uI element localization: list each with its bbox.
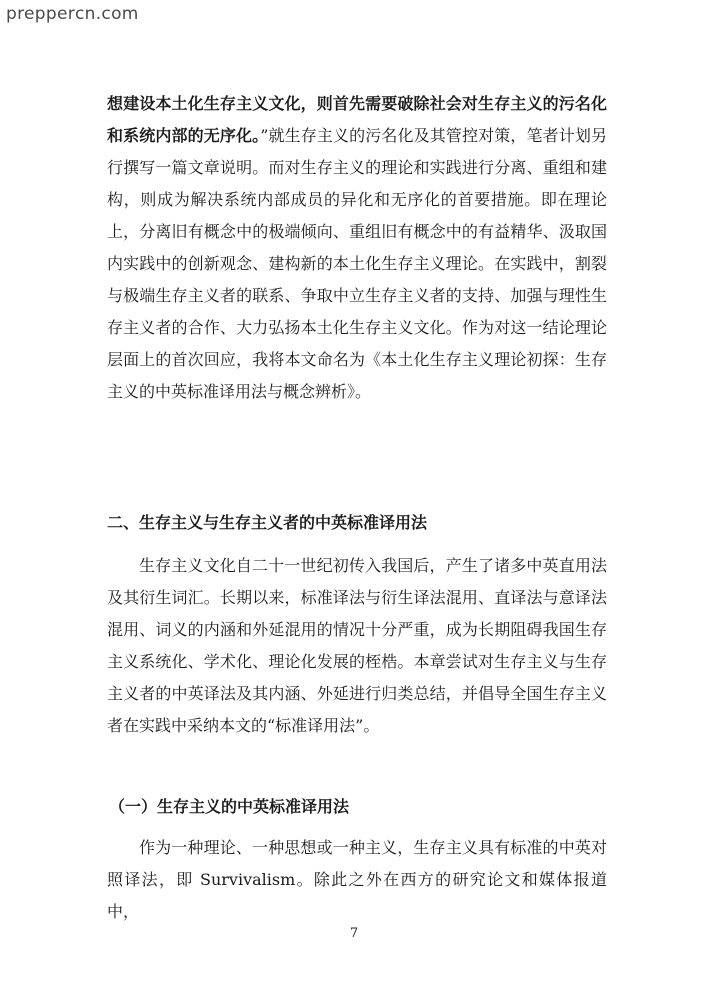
bold-lead-text: 想建设本土化生存主义文化，则首先需要破除社会对生存主义的污名化和系统内部的无序化。 [107,94,607,145]
paragraph-text: ”就生存主义的污名化及其管控对策，笔者计划另行撰写一篇文章说明。而对生存主义的理论和实践进行分离、重组和建构，则成为解决系统内部成员的异化和无序化的首要措施。即在理论上，分离旧有概念中的极端倾向、重组旧有概念中的有益精华、汲取国内实践中的创新观念、建构新的本土化生存主义理论。在实践中，割裂与极端生存主义者的联系、争取中立生存主义者的支持、加强与理性生存主义者的合作、大力弘扬本土化生存主义文化。作为对这一结论理论层面上的首次回应，我将本文命名为《本土化生存主义理论初探：生存主义的中英标准译用法与概念辨析》。 [107,126,607,401]
intro-paragraph [107,88,607,408]
section-paragraph: 生存主义文化自二十一世纪初传入我国后，产生了诸多中英直用法及其衍生词汇。长期以来，标准译法与衍生译法混用、直译法与意译法混用、词义的内涵和外延混用的情况十分严重，成为长期阻碍我国生存主义系统化、学术化、理论化发展的桎梏。本章尝试对生存主义与生存主义者的中英译法及其内涵、外延进行归类总结，并倡导全国生存主义者在实践中采纳本文的“标准译用法”。 [107,556,607,735]
subsection-heading: （一）生存主义的中英标准译用法 [109,797,350,816]
site-watermark: prepperсn.com [6,4,139,24]
page-number: 7 [349,926,359,941]
section-heading: 二、生存主义与生存主义者的中英标准译用法 [107,513,428,532]
subsection-paragraph: 作为一种理论、一种思想或一种主义，生存主义具有标准的中英对照译法，即 Survivalism。除此之外在西方的研究论文和媒体报道中， [107,838,607,921]
